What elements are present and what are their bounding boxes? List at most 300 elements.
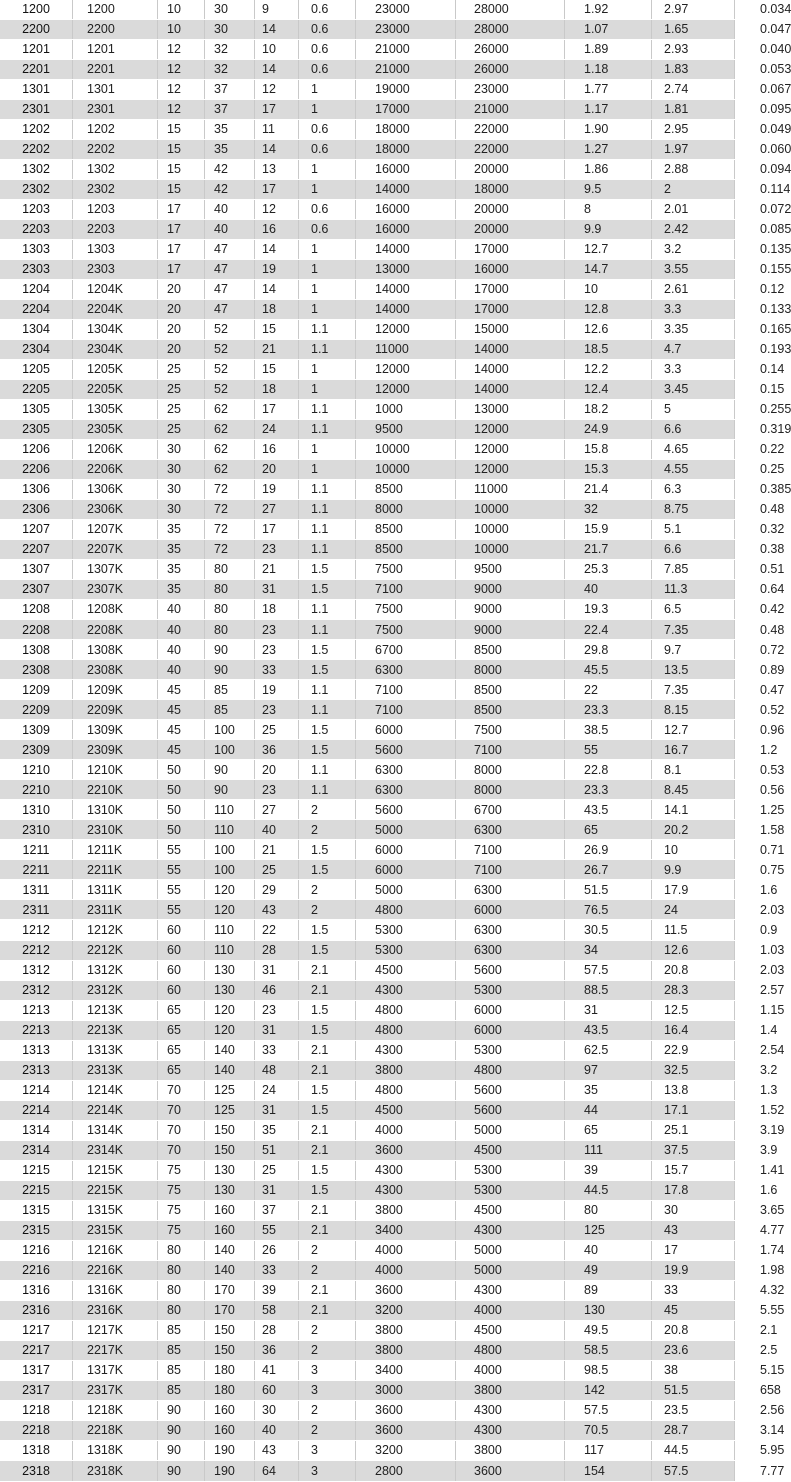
table-row: 2301 2301 12 37 17 1 17000 21000 1.17 1.81 0.095 <box>0 99 735 119</box>
table-row: 1208 1208K 40 80 18 1.1 7500 9000 19.3 6.5 0.42 <box>0 600 735 620</box>
cell-bore-d: 80 <box>158 1300 205 1320</box>
cell-width-b: 51 <box>255 1140 299 1160</box>
cell-bearing-no-tapered: 1301 <box>73 79 158 99</box>
cell-grease-speed: 16000 <box>356 159 456 179</box>
cell-oil-speed: 8000 <box>456 780 565 800</box>
cell-oil-speed: 15000 <box>456 320 565 340</box>
cell-width-b: 41 <box>255 1360 299 1380</box>
cell-bore-d: 80 <box>158 1260 205 1280</box>
cell-chamfer-r: 1.5 <box>299 1020 356 1040</box>
cell-bore-d: 45 <box>158 720 205 740</box>
cell-bore-d: 30 <box>158 460 205 480</box>
cell-chamfer-r: 2.1 <box>299 1280 356 1300</box>
cell-bearing-no-tapered: 1309K <box>73 720 158 740</box>
cell-dynamic-load: 45.5 <box>565 660 652 680</box>
cell-outer-d: 47 <box>205 239 255 259</box>
cell-width-b: 19 <box>255 259 299 279</box>
table-row: 1312 1312K 60 130 31 2.1 4500 5600 57.5 20.8 2.03 <box>0 960 735 980</box>
cell-width-b: 25 <box>255 1160 299 1180</box>
cell-chamfer-r: 1 <box>299 300 356 320</box>
cell-oil-speed: 17000 <box>456 239 565 259</box>
cell-width-b: 35 <box>255 1120 299 1140</box>
cell-width-b: 19 <box>255 680 299 700</box>
cell-bearing-no-tapered: 1206K <box>73 440 158 460</box>
cell-bearing-no-tapered: 2308K <box>73 660 158 680</box>
cell-chamfer-r: 1.1 <box>299 340 356 360</box>
cell-bearing-no: 2314 <box>0 1140 73 1160</box>
cell-width-b: 29 <box>255 880 299 900</box>
table-row: 1308 1308K 40 90 23 1.5 6700 8500 29.8 9.7 0.72 <box>0 640 735 660</box>
cell-width-b: 17 <box>255 99 299 119</box>
cell-bearing-no: 2303 <box>0 259 73 279</box>
cell-bore-d: 35 <box>158 580 205 600</box>
cell-chamfer-r: 2.1 <box>299 1300 356 1320</box>
cell-grease-speed: 18000 <box>356 139 456 159</box>
cell-grease-speed: 3600 <box>356 1140 456 1160</box>
cell-bore-d: 25 <box>158 380 205 400</box>
cell-chamfer-r: 2 <box>299 820 356 840</box>
cell-width-b: 36 <box>255 1340 299 1360</box>
cell-outer-d: 190 <box>205 1440 255 1460</box>
cell-static-load: 20.8 <box>652 1320 735 1340</box>
cell-oil-speed: 18000 <box>456 179 565 199</box>
cell-bore-d: 15 <box>158 179 205 199</box>
cell-bearing-no-tapered: 2208K <box>73 620 158 640</box>
cell-dynamic-load: 39 <box>565 1160 652 1180</box>
cell-grease-speed: 11000 <box>356 340 456 360</box>
cell-grease-speed: 6000 <box>356 840 456 860</box>
cell-outer-d: 47 <box>205 259 255 279</box>
cell-outer-d: 180 <box>205 1360 255 1380</box>
table-row: 1207 1207K 35 72 17 1.1 8500 10000 15.9 5.1 0.32 <box>0 520 735 540</box>
cell-grease-speed: 4300 <box>356 1160 456 1180</box>
cell-bore-d: 60 <box>158 920 205 940</box>
cell-oil-speed: 3800 <box>456 1380 565 1400</box>
cell-oil-speed: 5000 <box>456 1120 565 1140</box>
cell-chamfer-r: 1.1 <box>299 400 356 420</box>
cell-outer-d: 62 <box>205 400 255 420</box>
cell-outer-d: 62 <box>205 460 255 480</box>
cell-bearing-no: 2210 <box>0 780 73 800</box>
cell-static-load: 7.35 <box>652 620 735 640</box>
cell-bearing-no-tapered: 1307K <box>73 560 158 580</box>
cell-bore-d: 65 <box>158 1060 205 1080</box>
cell-oil-speed: 14000 <box>456 340 565 360</box>
cell-oil-speed: 12000 <box>456 460 565 480</box>
cell-bearing-no: 2209 <box>0 700 73 720</box>
cell-dynamic-load: 51.5 <box>565 880 652 900</box>
cell-grease-speed: 3400 <box>356 1220 456 1240</box>
cell-width-b: 20 <box>255 760 299 780</box>
cell-bore-d: 30 <box>158 500 205 520</box>
cell-dynamic-load: 65 <box>565 820 652 840</box>
cell-bearing-no: 2218 <box>0 1420 73 1440</box>
table-row: 2208 2208K 40 80 23 1.1 7500 9000 22.4 7.35 0.48 <box>0 620 735 640</box>
cell-outer-d: 35 <box>205 119 255 139</box>
cell-bearing-no-tapered: 1316K <box>73 1280 158 1300</box>
cell-static-load: 3.2 <box>652 239 735 259</box>
cell-bearing-no: 1210 <box>0 760 73 780</box>
table-row: 1304 1304K 20 52 15 1.1 12000 15000 12.6 3.35 0.165 <box>0 320 735 340</box>
cell-dynamic-load: 1.07 <box>565 19 652 39</box>
cell-outer-d: 150 <box>205 1120 255 1140</box>
cell-width-b: 21 <box>255 340 299 360</box>
cell-bearing-no: 1201 <box>0 39 73 59</box>
table-row: 1204 1204K 20 47 14 1 14000 17000 10 2.61 0.12 <box>0 279 735 299</box>
cell-outer-d: 160 <box>205 1420 255 1440</box>
cell-static-load: 1.97 <box>652 139 735 159</box>
table-row: 2303 2303 17 47 19 1 13000 16000 14.7 3.55 0.155 <box>0 259 735 279</box>
cell-dynamic-load: 49 <box>565 1260 652 1280</box>
cell-dynamic-load: 23.3 <box>565 780 652 800</box>
cell-bore-d: 90 <box>158 1420 205 1440</box>
cell-grease-speed: 4000 <box>356 1260 456 1280</box>
cell-chamfer-r: 1 <box>299 380 356 400</box>
cell-outer-d: 62 <box>205 440 255 460</box>
cell-bore-d: 45 <box>158 700 205 720</box>
cell-width-b: 21 <box>255 560 299 580</box>
cell-chamfer-r: 2 <box>299 1240 356 1260</box>
cell-outer-d: 35 <box>205 139 255 159</box>
cell-static-load: 5 <box>652 400 735 420</box>
cell-dynamic-load: 130 <box>565 1300 652 1320</box>
cell-outer-d: 30 <box>205 0 255 19</box>
cell-static-load: 20.8 <box>652 960 735 980</box>
table-row: 1206 1206K 30 62 16 1 10000 12000 15.8 4.65 0.22 <box>0 440 735 460</box>
cell-chamfer-r: 1.5 <box>299 1100 356 1120</box>
cell-grease-speed: 4300 <box>356 980 456 1000</box>
cell-grease-speed: 7100 <box>356 700 456 720</box>
cell-bore-d: 17 <box>158 259 205 279</box>
cell-width-b: 27 <box>255 800 299 820</box>
cell-grease-speed: 18000 <box>356 119 456 139</box>
cell-outer-d: 160 <box>205 1220 255 1240</box>
cell-bore-d: 85 <box>158 1340 205 1360</box>
cell-static-load: 5.1 <box>652 520 735 540</box>
cell-dynamic-load: 22.8 <box>565 760 652 780</box>
cell-bearing-no-tapered: 1302 <box>73 159 158 179</box>
cell-bearing-no: 1307 <box>0 560 73 580</box>
cell-oil-speed: 22000 <box>456 119 565 139</box>
table-row: 1201 1201 12 32 10 0.6 21000 26000 1.89 2.93 0.040 <box>0 39 735 59</box>
cell-bearing-no-tapered: 2218K <box>73 1420 158 1440</box>
cell-bore-d: 40 <box>158 600 205 620</box>
cell-grease-speed: 4800 <box>356 1080 456 1100</box>
cell-static-load: 2.74 <box>652 79 735 99</box>
cell-oil-speed: 6300 <box>456 820 565 840</box>
cell-chamfer-r: 1.5 <box>299 660 356 680</box>
cell-outer-d: 52 <box>205 320 255 340</box>
cell-bearing-no: 1318 <box>0 1440 73 1460</box>
cell-bearing-no-tapered: 2313K <box>73 1060 158 1080</box>
cell-outer-d: 42 <box>205 159 255 179</box>
cell-width-b: 58 <box>255 1300 299 1320</box>
cell-width-b: 17 <box>255 400 299 420</box>
table-row: 2204 2204K 20 47 18 1 14000 17000 12.8 3.3 0.133 <box>0 300 735 320</box>
cell-bearing-no: 2313 <box>0 1060 73 1080</box>
cell-dynamic-load: 21.4 <box>565 480 652 500</box>
cell-width-b: 23 <box>255 780 299 800</box>
cell-static-load: 57.5 <box>652 1460 735 1481</box>
cell-bearing-no: 1204 <box>0 279 73 299</box>
cell-oil-speed: 11000 <box>456 480 565 500</box>
cell-dynamic-load: 14.7 <box>565 259 652 279</box>
cell-oil-speed: 7100 <box>456 840 565 860</box>
cell-bearing-no: 2305 <box>0 420 73 440</box>
cell-grease-speed: 5300 <box>356 940 456 960</box>
cell-grease-speed: 23000 <box>356 0 456 19</box>
cell-bore-d: 12 <box>158 39 205 59</box>
cell-chamfer-r: 0.6 <box>299 219 356 239</box>
cell-bore-d: 75 <box>158 1220 205 1240</box>
table-row: 2202 2202 15 35 14 0.6 18000 22000 1.27 1.97 0.060 <box>0 139 735 159</box>
cell-bearing-no: 1313 <box>0 1040 73 1060</box>
cell-bearing-no-tapered: 2309K <box>73 740 158 760</box>
cell-outer-d: 110 <box>205 940 255 960</box>
cell-bearing-no-tapered: 2202 <box>73 139 158 159</box>
cell-outer-d: 62 <box>205 420 255 440</box>
cell-static-load: 15.7 <box>652 1160 735 1180</box>
cell-chamfer-r: 2 <box>299 800 356 820</box>
cell-bearing-no: 2201 <box>0 59 73 79</box>
cell-chamfer-r: 2 <box>299 1340 356 1360</box>
cell-dynamic-load: 1.17 <box>565 99 652 119</box>
cell-grease-speed: 5300 <box>356 920 456 940</box>
cell-static-load: 1.65 <box>652 19 735 39</box>
cell-static-load: 9.7 <box>652 640 735 660</box>
cell-width-b: 36 <box>255 740 299 760</box>
cell-dynamic-load: 29.8 <box>565 640 652 660</box>
cell-bearing-no: 1203 <box>0 199 73 219</box>
cell-static-load: 3.35 <box>652 320 735 340</box>
cell-bore-d: 35 <box>158 560 205 580</box>
cell-oil-speed: 6700 <box>456 800 565 820</box>
cell-oil-speed: 21000 <box>456 99 565 119</box>
cell-dynamic-load: 25.3 <box>565 560 652 580</box>
cell-chamfer-r: 1.1 <box>299 540 356 560</box>
cell-chamfer-r: 2 <box>299 1420 356 1440</box>
cell-chamfer-r: 1.5 <box>299 1080 356 1100</box>
cell-bore-d: 35 <box>158 540 205 560</box>
cell-outer-d: 150 <box>205 1320 255 1340</box>
cell-outer-d: 140 <box>205 1240 255 1260</box>
cell-bearing-no: 2304 <box>0 340 73 360</box>
cell-width-b: 14 <box>255 279 299 299</box>
cell-grease-speed: 3200 <box>356 1440 456 1460</box>
cell-width-b: 31 <box>255 1180 299 1200</box>
cell-dynamic-load: 80 <box>565 1200 652 1220</box>
cell-oil-speed: 4000 <box>456 1300 565 1320</box>
cell-width-b: 23 <box>255 1000 299 1020</box>
cell-bearing-no-tapered: 1211K <box>73 840 158 860</box>
cell-oil-speed: 4500 <box>456 1320 565 1340</box>
cell-bearing-no-tapered: 2209K <box>73 700 158 720</box>
cell-bearing-no: 1206 <box>0 440 73 460</box>
cell-oil-speed: 8500 <box>456 700 565 720</box>
cell-outer-d: 150 <box>205 1340 255 1360</box>
table-row: 2304 2304K 20 52 21 1.1 11000 14000 18.5 4.7 0.193 <box>0 340 735 360</box>
cell-bore-d: 85 <box>158 1320 205 1340</box>
cell-chamfer-r: 1.5 <box>299 1000 356 1020</box>
cell-chamfer-r: 2 <box>299 1320 356 1340</box>
cell-static-load: 7.85 <box>652 560 735 580</box>
cell-bore-d: 15 <box>158 119 205 139</box>
cell-dynamic-load: 40 <box>565 1240 652 1260</box>
cell-bore-d: 70 <box>158 1080 205 1100</box>
cell-dynamic-load: 1.27 <box>565 139 652 159</box>
cell-static-load: 6.3 <box>652 480 735 500</box>
cell-outer-d: 72 <box>205 480 255 500</box>
cell-dynamic-load: 44.5 <box>565 1180 652 1200</box>
cell-chamfer-r: 1.5 <box>299 920 356 940</box>
cell-bearing-no-tapered: 1212K <box>73 920 158 940</box>
cell-width-b: 28 <box>255 940 299 960</box>
cell-chamfer-r: 3 <box>299 1360 356 1380</box>
cell-bearing-no: 2302 <box>0 179 73 199</box>
cell-outer-d: 120 <box>205 880 255 900</box>
table-row: 1301 1301 12 37 12 1 19000 23000 1.77 2.74 0.067 <box>0 79 735 99</box>
cell-width-b: 43 <box>255 1440 299 1460</box>
cell-bearing-no-tapered: 2306K <box>73 500 158 520</box>
cell-chamfer-r: 1.1 <box>299 680 356 700</box>
table-row: 2314 2314K 70 150 51 2.1 3600 4500 111 37.5 3.9 <box>0 1140 735 1160</box>
table-row: 2318 2318K 90 190 64 3 2800 3600 154 57.5 7.77 <box>0 1460 735 1481</box>
cell-dynamic-load: 1.18 <box>565 59 652 79</box>
cell-width-b: 31 <box>255 580 299 600</box>
cell-dynamic-load: 12.6 <box>565 320 652 340</box>
cell-oil-speed: 5300 <box>456 1180 565 1200</box>
cell-static-load: 17.9 <box>652 880 735 900</box>
cell-outer-d: 140 <box>205 1040 255 1060</box>
cell-dynamic-load: 58.5 <box>565 1340 652 1360</box>
cell-width-b: 18 <box>255 380 299 400</box>
cell-bearing-no: 2315 <box>0 1220 73 1240</box>
cell-grease-speed: 21000 <box>356 59 456 79</box>
cell-static-load: 3.45 <box>652 380 735 400</box>
cell-grease-speed: 6300 <box>356 780 456 800</box>
cell-chamfer-r: 3 <box>299 1440 356 1460</box>
cell-outer-d: 80 <box>205 580 255 600</box>
cell-bore-d: 60 <box>158 940 205 960</box>
table-row: 2308 2308K 40 90 33 1.5 6300 8000 45.5 13.5 0.89 <box>0 660 735 680</box>
cell-outer-d: 90 <box>205 660 255 680</box>
cell-grease-speed: 5000 <box>356 880 456 900</box>
cell-bearing-no-tapered: 1216K <box>73 1240 158 1260</box>
cell-oil-speed: 14000 <box>456 360 565 380</box>
cell-dynamic-load: 12.8 <box>565 300 652 320</box>
cell-bearing-no: 2308 <box>0 660 73 680</box>
cell-dynamic-load: 9.9 <box>565 219 652 239</box>
cell-bore-d: 60 <box>158 960 205 980</box>
cell-grease-speed: 4300 <box>356 1040 456 1060</box>
cell-width-b: 30 <box>255 1400 299 1420</box>
cell-dynamic-load: 1.86 <box>565 159 652 179</box>
cell-static-load: 22.9 <box>652 1040 735 1060</box>
cell-chamfer-r: 2.1 <box>299 1140 356 1160</box>
cell-dynamic-load: 10 <box>565 279 652 299</box>
cell-bearing-no: 1205 <box>0 360 73 380</box>
cell-outer-d: 52 <box>205 340 255 360</box>
cell-bore-d: 80 <box>158 1240 205 1260</box>
cell-grease-speed: 9500 <box>356 420 456 440</box>
cell-chamfer-r: 1.5 <box>299 860 356 880</box>
cell-static-load: 8.15 <box>652 700 735 720</box>
cell-static-load: 13.8 <box>652 1080 735 1100</box>
cell-outer-d: 125 <box>205 1080 255 1100</box>
cell-bore-d: 55 <box>158 860 205 880</box>
cell-bore-d: 50 <box>158 780 205 800</box>
cell-outer-d: 85 <box>205 680 255 700</box>
cell-grease-speed: 12000 <box>356 320 456 340</box>
cell-chamfer-r: 2.1 <box>299 980 356 1000</box>
cell-chamfer-r: 1.1 <box>299 620 356 640</box>
cell-dynamic-load: 15.9 <box>565 520 652 540</box>
cell-width-b: 19 <box>255 480 299 500</box>
cell-dynamic-load: 12.4 <box>565 380 652 400</box>
cell-static-load: 37.5 <box>652 1140 735 1160</box>
cell-oil-speed: 20000 <box>456 199 565 219</box>
cell-bearing-no-tapered: 1215K <box>73 1160 158 1180</box>
cell-outer-d: 130 <box>205 1160 255 1180</box>
cell-bore-d: 50 <box>158 760 205 780</box>
cell-dynamic-load: 89 <box>565 1280 652 1300</box>
table-row: 2307 2307K 35 80 31 1.5 7100 9000 40 11.3 0.64 <box>0 580 735 600</box>
cell-bearing-no: 1315 <box>0 1200 73 1220</box>
cell-static-load: 2.93 <box>652 39 735 59</box>
cell-grease-speed: 6000 <box>356 720 456 740</box>
cell-static-load: 2.97 <box>652 0 735 19</box>
cell-chamfer-r: 1 <box>299 360 356 380</box>
cell-bearing-no: 2317 <box>0 1380 73 1400</box>
cell-bearing-no: 2309 <box>0 740 73 760</box>
cell-width-b: 64 <box>255 1460 299 1481</box>
cell-bearing-no: 1302 <box>0 159 73 179</box>
cell-grease-speed: 3800 <box>356 1320 456 1340</box>
cell-static-load: 8.1 <box>652 760 735 780</box>
cell-bearing-no-tapered: 1214K <box>73 1080 158 1100</box>
table-row: 1310 1310K 50 110 27 2 5600 6700 43.5 14.1 1.25 <box>0 800 735 820</box>
cell-bearing-no-tapered: 2206K <box>73 460 158 480</box>
table-row: 1315 1315K 75 160 37 2.1 3800 4500 80 30 3.65 <box>0 1200 735 1220</box>
cell-dynamic-load: 15.3 <box>565 460 652 480</box>
cell-bearing-no: 1310 <box>0 800 73 820</box>
cell-bearing-no-tapered: 1317K <box>73 1360 158 1380</box>
cell-bearing-no: 2205 <box>0 380 73 400</box>
cell-grease-speed: 6300 <box>356 660 456 680</box>
cell-outer-d: 80 <box>205 620 255 640</box>
cell-chamfer-r: 1.5 <box>299 940 356 960</box>
cell-outer-d: 180 <box>205 1380 255 1400</box>
cell-oil-speed: 4800 <box>456 1340 565 1360</box>
cell-outer-d: 47 <box>205 279 255 299</box>
cell-chamfer-r: 0.6 <box>299 59 356 79</box>
cell-bearing-no-tapered: 2318K <box>73 1460 158 1481</box>
cell-grease-speed: 12000 <box>356 360 456 380</box>
cell-oil-speed: 17000 <box>456 300 565 320</box>
table-row: 1311 1311K 55 120 29 2 5000 6300 51.5 17.9 1.6 <box>0 880 735 900</box>
cell-bearing-no: 1316 <box>0 1280 73 1300</box>
cell-static-load: 2.01 <box>652 199 735 219</box>
cell-dynamic-load: 8 <box>565 199 652 219</box>
cell-width-b: 24 <box>255 1080 299 1100</box>
cell-dynamic-load: 44 <box>565 1100 652 1120</box>
cell-oil-speed: 26000 <box>456 39 565 59</box>
cell-static-load: 20.2 <box>652 820 735 840</box>
cell-width-b: 22 <box>255 920 299 940</box>
cell-static-load: 1.83 <box>652 59 735 79</box>
cell-bearing-no: 1309 <box>0 720 73 740</box>
cell-dynamic-load: 40 <box>565 580 652 600</box>
